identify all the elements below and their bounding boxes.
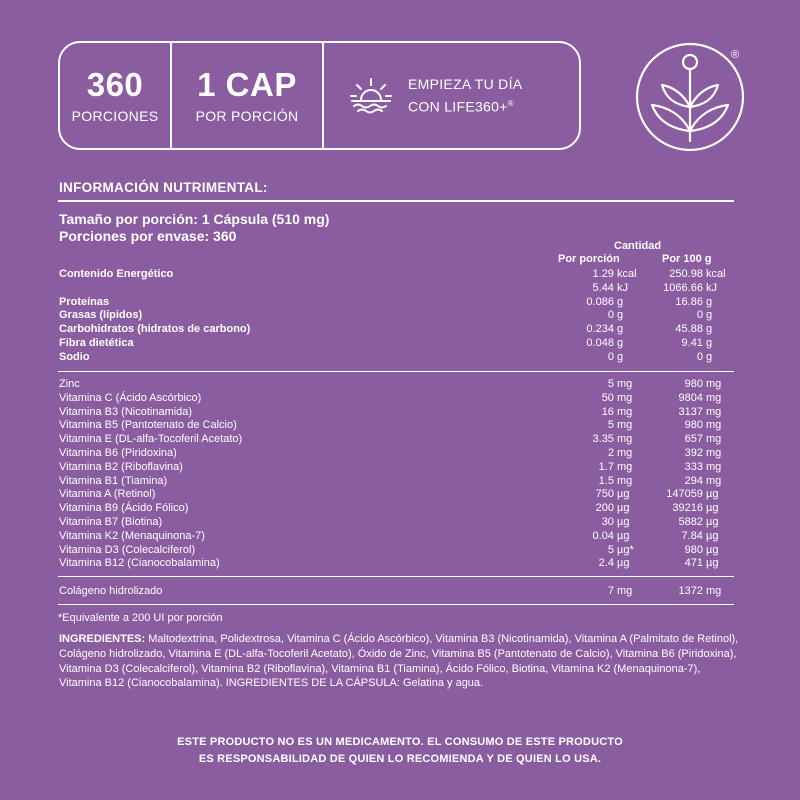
per-serving-value: 3.35 mg — [592, 433, 633, 446]
per-100g-value: 657 mg — [684, 433, 722, 446]
nutrient-label: Proteínas — [59, 295, 110, 308]
per-serving-value: 1.7 mg — [598, 460, 633, 473]
portions-value: 360 — [86, 65, 144, 103]
per-serving-value: 0.048 g — [586, 337, 624, 349]
nutrient-label: Vitamina B3 (Nicotinamida) — [59, 405, 193, 418]
per-100g-value: 9.41 g — [681, 337, 713, 349]
per-serving-value: 5 µg* — [607, 543, 634, 556]
nutrient-label: Vitamina B5 (Pantotenato de Calcio) — [59, 419, 237, 432]
per-100g-value: 1372 mg — [678, 585, 722, 597]
per-serving-value: 5.44 kJ — [592, 281, 628, 294]
per-100g-value: 471 µg — [684, 557, 719, 570]
per-100g-value: 250.98 kcal — [669, 268, 726, 280]
nutrient-row — [59, 351, 735, 365]
nutrient-row — [59, 323, 735, 337]
per-serving-value: 16 mg — [601, 405, 633, 418]
per-serving-value: 0.04 µg — [592, 529, 630, 542]
per-serving-value: 5 mg — [607, 419, 633, 432]
nutrient-row — [59, 502, 735, 516]
per-100g-value: 39216 µg — [672, 502, 719, 515]
nutrient-row — [59, 544, 735, 558]
per-serving-value: 2.4 µg — [598, 557, 630, 570]
per-100g-header: Por 100 g — [662, 253, 712, 265]
per-100g-value: 147059 µg — [666, 488, 719, 501]
nutrient-row — [59, 392, 735, 406]
per-serving-header: Por porción — [558, 253, 620, 265]
nutrient-row — [59, 406, 735, 420]
product-badges — [58, 41, 581, 150]
per-100g-value: 980 µg — [684, 543, 719, 556]
nutrient-label: Vitamina B9 (Ácido Fólico) — [59, 502, 189, 515]
nutrient-label: Vitamina E (DL-alfa-Tocoferil Acetato) — [59, 433, 243, 446]
per-100g-value: 980 mg — [684, 419, 722, 432]
nutrient-row — [59, 530, 735, 544]
ingredients-text: Maltodextrina, Polidextrosa, Vitamina C (Ácido Ascórbico), Vitamina B3 (Nicotinamida), Vitamina A (Palmitato de Retinol), Colágeno hidrolizado, Vitamina E (DL-alfa-Tocoferil Acetato), Óxido de Zinc, Vitamina B5 (Pantotenato de Calcio), Vitamina B6 (Piridoxina), Vitamina D3 (Colecalciferol), Vitamina B2 (Riboflavina), Vitamina B1 (Tiamina), Ácido Fólico, Biotina, Vitamina K2 (Menaquinona-7), Vitamina B12 (Cianocobalamina). INGREDIENTES DE LA CÁPSULA: Gelatina y agua. — [59, 633, 739, 690]
tagline-line2-text: CON LIFE360+ — [408, 98, 508, 115]
per-100g-value: 980 mg — [684, 378, 722, 390]
nutrient-row — [59, 337, 735, 351]
footnote: *Equivalente a 200 UI por porción — [58, 612, 223, 624]
nutrient-row — [59, 268, 735, 282]
nutrient-label: Zinc — [59, 378, 80, 390]
capsule-badge — [172, 43, 322, 148]
nutrient-label: Colágeno hidrolizado — [59, 585, 163, 597]
per-serving-value: 7 mg — [607, 585, 633, 597]
per-100g-value: 1066.66 kJ — [663, 281, 717, 294]
tagline-registered-mark: ® — [507, 99, 514, 109]
nutrient-label: Carbohidratos (hidratos de carbono) — [59, 323, 251, 336]
per-100g-value: 9804 mg — [678, 391, 722, 404]
per-100g-value: 294 mg — [684, 474, 722, 487]
logo-registered-mark: ® — [731, 49, 740, 61]
nutrient-label: Fibra dietética — [59, 337, 134, 349]
cap-label: POR PORCIÓN — [195, 107, 299, 124]
per-100g-value: 392 mg — [684, 447, 722, 459]
per-serving-value: 0 g — [607, 309, 624, 322]
nutrient-row — [59, 516, 735, 530]
nutrient-label: Vitamina B1 (Tiamina) — [59, 474, 168, 487]
per-serving-value: 5 mg — [607, 378, 633, 390]
tagline-line1: EMPIEZA TU DÍA — [408, 76, 523, 93]
nutrient-label: Grasas (lípidos) — [59, 309, 143, 322]
nutrient-label: Vitamina B6 (Piridoxina) — [59, 447, 177, 459]
per-serving-value: 200 µg — [595, 502, 630, 515]
nutrient-label: Vitamina K2 (Menaquinona-7) — [59, 529, 205, 542]
divider — [58, 576, 734, 577]
divider — [58, 371, 734, 372]
nutrient-row — [59, 557, 735, 571]
per-100g-value: 333 mg — [684, 460, 722, 473]
portions-badge — [60, 43, 170, 148]
per-serving-value: 1.5 mg — [598, 474, 633, 487]
divider — [58, 200, 734, 202]
nutrient-label: Sodio — [59, 350, 90, 363]
cap-value: 1 CAP — [197, 65, 297, 103]
nutrient-row — [59, 461, 735, 475]
ingredients — [59, 632, 739, 691]
sunrise-icon — [348, 76, 394, 116]
per-serving-value: 0 g — [607, 350, 624, 363]
tagline — [408, 74, 522, 117]
per-serving-value: 30 µg — [601, 516, 630, 528]
per-serving-value: 0.086 g — [586, 295, 624, 308]
nutrient-row — [59, 488, 735, 502]
per-100g-value: 3137 mg — [678, 405, 722, 418]
per-100g-value: 45.88 g — [675, 323, 713, 336]
nutrient-row — [59, 475, 735, 489]
nutrient-row — [59, 419, 735, 433]
per-serving-value: 0.234 g — [586, 323, 624, 336]
tagline-line2 — [408, 94, 522, 117]
servings-per-container: Porciones por envase: 360 — [59, 228, 237, 244]
nutrient-row — [59, 585, 735, 599]
nutrient-row — [59, 309, 735, 323]
per-serving-value: 1.29 kcal — [592, 268, 637, 280]
ingredients-label: INGREDIENTES: — [59, 633, 146, 645]
tagline-badge — [324, 43, 579, 148]
per-100g-value: 7.84 µg — [681, 529, 719, 542]
per-100g-value: 5882 µg — [678, 516, 719, 528]
nutrient-row — [59, 378, 735, 392]
nutrient-label: Vitamina A (Retinol) — [59, 488, 156, 501]
per-100g-value: 16.86 g — [675, 295, 713, 308]
nutrient-label: Vitamina B2 (Riboflavina) — [59, 460, 183, 473]
nutrient-row — [59, 447, 735, 461]
nutrient-label: Vitamina B7 (Biotina) — [59, 516, 163, 528]
disclaimer-line1: ESTE PRODUCTO NO ES UN MEDICAMENTO. EL CONSUMO DE ESTE PRODUCTO — [177, 736, 623, 748]
nutrient-label: Vitamina B12 (Cianocobalamina) — [59, 557, 220, 570]
nutrient-label: Contenido Energético — [59, 268, 174, 280]
nutrient-label: Vitamina D3 (Colecalciferol) — [59, 543, 196, 556]
nutrient-row — [59, 433, 735, 447]
per-serving-value: 750 µg — [595, 488, 630, 501]
portions-label: PORCIONES — [71, 107, 159, 124]
column-group-header: Cantidad — [614, 240, 662, 252]
plant-logo-icon — [634, 41, 746, 153]
serving-info — [59, 211, 329, 245]
nutrient-row — [59, 296, 735, 310]
disclaimer — [0, 734, 800, 768]
section-title: INFORMACIÓN NUTRIMENTAL: — [59, 180, 268, 195]
disclaimer-line2: ES RESPONSABILIDAD DE QUIEN LO RECOMIENDA Y DE QUIEN LO USA. — [198, 753, 602, 765]
per-serving-value: 2 mg — [607, 447, 633, 459]
per-serving-value: 50 mg — [601, 391, 633, 404]
serving-size: Tamaño por porción: 1 Cápsula (510 mg) — [59, 211, 330, 227]
divider — [58, 604, 734, 605]
nutrient-label: Vitamina C (Ácido Ascórbico) — [59, 391, 202, 404]
nutrient-row — [59, 282, 735, 296]
per-100g-value: 0 g — [696, 350, 713, 363]
per-100g-value: 0 g — [696, 309, 713, 322]
